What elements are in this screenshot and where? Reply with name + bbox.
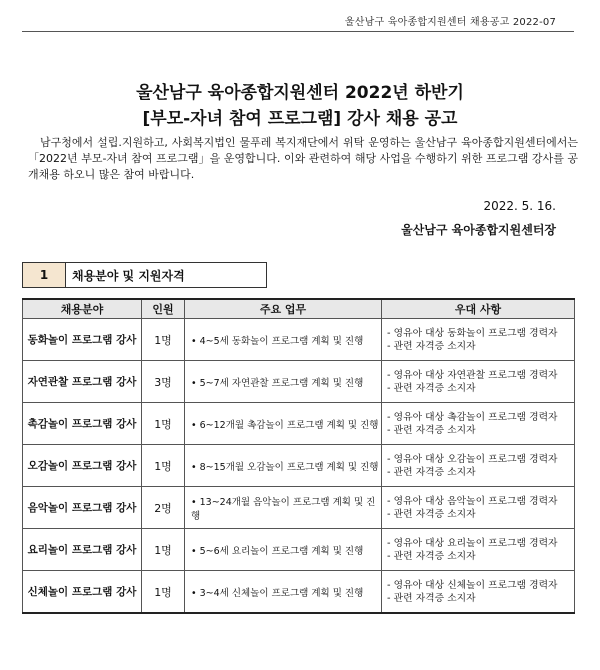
row-preference bbox=[382, 571, 575, 614]
preference-line: - 영유아 대상 음악놀이 프로그램 경력자 bbox=[387, 495, 558, 507]
row-task: • 6~12개월 촉감놀이 프로그램 계획 및 진행 bbox=[185, 403, 382, 445]
table-row bbox=[23, 361, 575, 403]
notice-signer: 울산남구 육아종합지원센터장 bbox=[401, 223, 556, 237]
preference-line: - 관련 자격증 소지자 bbox=[387, 466, 476, 478]
column-header-preference: 우대 사항 bbox=[382, 299, 575, 319]
row-preference bbox=[382, 529, 575, 571]
preference-line: - 관련 자격증 소지자 bbox=[387, 424, 476, 436]
column-header-task: 주요 업무 bbox=[185, 299, 382, 319]
column-header-field: 채용분야 bbox=[23, 299, 142, 319]
page-title-line1: 울산남구 육아종합지원센터 2022년 하반기 bbox=[136, 83, 464, 103]
table-row bbox=[23, 403, 575, 445]
section-heading bbox=[22, 262, 267, 288]
table-header-row bbox=[23, 299, 575, 319]
row-count: 1명 bbox=[142, 403, 185, 445]
preference-line: - 영유아 대상 자연관찰 프로그램 경력자 bbox=[387, 369, 558, 381]
recruitment-table bbox=[22, 298, 575, 614]
table-row bbox=[23, 571, 575, 614]
row-field: 오감놀이 프로그램 강사 bbox=[23, 445, 142, 487]
preference-line: - 영유아 대상 오감놀이 프로그램 경력자 bbox=[387, 453, 558, 465]
row-task: • 13~24개월 음악놀이 프로그램 계획 및 진행 bbox=[185, 487, 382, 529]
preference-line: - 관련 자격증 소지자 bbox=[387, 592, 476, 604]
row-preference bbox=[382, 445, 575, 487]
row-preference bbox=[382, 361, 575, 403]
preference-line: - 관련 자격증 소지자 bbox=[387, 382, 476, 394]
intro-paragraph: 남구청에서 설립.지원하고, 사회복지법인 물푸레 복지재단에서 위탁 운영하는 울산남구 육아종합지원센터에서는 「2022년 부모-자녀 참여 프로그램」을 운영합니다. 이와 관련하여 해당 사업을 수행하기 위한 프로그램 강사를 공개채용 하오니 많은 참여 바랍니다. bbox=[28, 136, 578, 181]
row-count: 1명 bbox=[142, 529, 185, 571]
preference-line: - 관련 자격증 소지자 bbox=[387, 508, 476, 520]
table-row bbox=[23, 445, 575, 487]
table-row bbox=[23, 319, 575, 361]
row-preference bbox=[382, 319, 575, 361]
row-field: 음악놀이 프로그램 강사 bbox=[23, 487, 142, 529]
row-count: 2명 bbox=[142, 487, 185, 529]
row-task: • 4~5세 동화놀이 프로그램 계획 및 진행 bbox=[185, 319, 382, 361]
row-field: 신체놀이 프로그램 강사 bbox=[23, 571, 142, 614]
row-preference bbox=[382, 487, 575, 529]
page-title-line2: [부모-자녀 참여 프로그램] 강사 채용 공고 bbox=[142, 109, 458, 129]
row-field: 촉감놀이 프로그램 강사 bbox=[23, 403, 142, 445]
row-count: 3명 bbox=[142, 361, 185, 403]
row-count: 1명 bbox=[142, 319, 185, 361]
preference-line: - 영유아 대상 신체놀이 프로그램 경력자 bbox=[387, 579, 558, 591]
row-task: • 5~7세 자연관찰 프로그램 계획 및 진행 bbox=[185, 361, 382, 403]
preference-line: - 관련 자격증 소지자 bbox=[387, 550, 476, 562]
header-divider bbox=[22, 31, 574, 32]
section-title: 채용분야 및 지원자격 bbox=[72, 268, 185, 283]
row-field: 요리놀이 프로그램 강사 bbox=[23, 529, 142, 571]
row-count: 1명 bbox=[142, 571, 185, 614]
section-number: 1 bbox=[23, 263, 66, 287]
row-task: • 8~15개월 오감놀이 프로그램 계획 및 진행 bbox=[185, 445, 382, 487]
preference-line: - 영유아 대상 동화놀이 프로그램 경력자 bbox=[387, 327, 558, 339]
row-task: • 5~6세 요리놀이 프로그램 계획 및 진행 bbox=[185, 529, 382, 571]
row-field: 자연관찰 프로그램 강사 bbox=[23, 361, 142, 403]
preference-line: - 관련 자격증 소지자 bbox=[387, 340, 476, 352]
column-header-count: 인원 bbox=[142, 299, 185, 319]
row-count: 1명 bbox=[142, 445, 185, 487]
row-preference bbox=[382, 403, 575, 445]
preference-line: - 영유아 대상 요리놀이 프로그램 경력자 bbox=[387, 537, 558, 549]
table-row bbox=[23, 529, 575, 571]
row-task: • 3~4세 신체놀이 프로그램 계획 및 진행 bbox=[185, 571, 382, 614]
preference-line: - 영유아 대상 촉감놀이 프로그램 경력자 bbox=[387, 411, 558, 423]
table-row bbox=[23, 487, 575, 529]
notice-date: 2022. 5. 16. bbox=[483, 199, 556, 213]
row-field: 동화놀이 프로그램 강사 bbox=[23, 319, 142, 361]
header-note: 울산남구 육아종합지원센터 채용공고 2022-07 bbox=[344, 17, 556, 28]
